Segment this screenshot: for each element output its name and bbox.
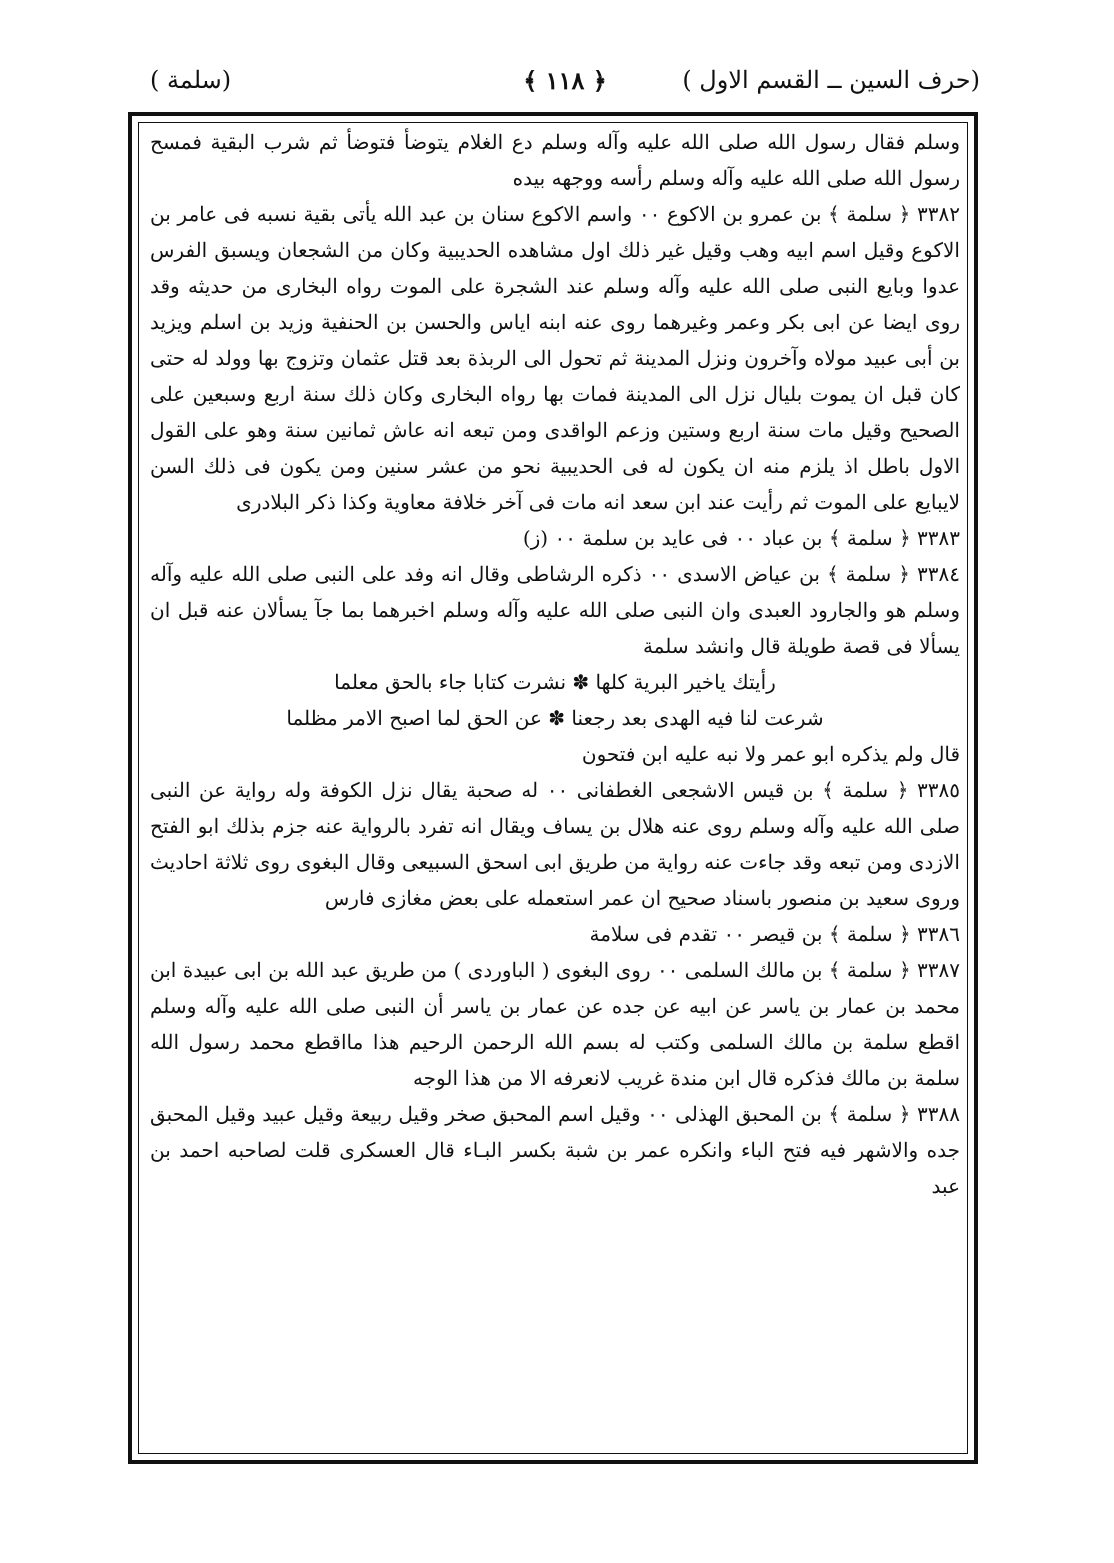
paragraph: ٣٣٨٣ ﴿ سلمة ﴾ بن عباد ٠٠ فى عايد بن سلمة ٠٠ (ز) bbox=[522, 526, 960, 550]
verse-line: شرعت لنا فيه الهدى بعد رجعنا ✽ عن الحق لما اصبح الامر مظلما bbox=[286, 706, 824, 730]
page-header bbox=[150, 62, 980, 106]
page-body bbox=[150, 124, 960, 1449]
verse-line: رأيتك ياخير البرية كلها ✽ نشرت كتابا جاء بالحق معلما bbox=[334, 670, 776, 694]
paragraph: ٣٣٨٨ ﴿ سلمة ﴾ بن المحبق الهذلى ٠٠ وقيل اسم المحبق صخر وقيل ربيعة وقيل عبيد وقيل المحبق جده والاشهر فيه فتح الباء وانكره عمر بن شبة بكسر البـاء قال العسكرى قلت لصاحبه احمد بن عبد bbox=[150, 1102, 960, 1198]
paragraph: ٣٣٨٥ ﴿ سلمة ﴾ بن قيس الاشجعى الغطفانى ٠٠ له صحبة يقال نزل الكوفة وله رواية عن النبى صلى الله عليه وآله وسلم روى عنه هلال بن يساف ويقال انه تفرد بالرواية عنه جزم بذلك ابو الفتح الازدى ومن تبعه وقد جاءت عنه رواية من طريق ابى اسحق السبيعى وقال البغوى روى ثلاثة احاديث وروى سعيد بن منصور باسناد صحيح ان عمر استعمله على بعض مغازى فارس bbox=[150, 778, 960, 910]
entry-running-head: (سلمة ) bbox=[150, 66, 232, 94]
section-title: (حرف السين ــ القسم الاول ) bbox=[682, 66, 980, 94]
paragraph: قال ولم يذكره ابو عمر ولا نبه عليه ابن فتحون bbox=[581, 742, 960, 766]
page-number: ﴿ ١١٨ ﴾ bbox=[523, 66, 607, 95]
paragraph: ٣٣٨٤ ﴿ سلمة ﴾ بن عياض الاسدى ٠٠ ذكره الرشاطى وقال انه وفد على النبى صلى الله عليه وآله وسلم هو والجارود العبدى وان النبى صلى الله عليه وآله وسلم اخبرهما بما جآ يسألان عنه قبل ان يسألا فى قصة طويلة قال وانشد سلمة bbox=[150, 562, 960, 658]
paragraph: ٣٣٨٢ ﴿ سلمة ﴾ بن عمرو بن الاكوع ٠٠ واسم الاكوع سنان بن عبد الله يأتى بقية نسبه فى عامر بن الاكوع وقيل اسم ابيه وهب وقيل غير ذلك اول مشاهده الحديبية وكان من الشجعان ويسبق الفرس عدوا وبايع النبى صلى الله عليه وآله وسلم عند الشجرة على الموت رواه البخارى من حديثه وقد روى ايضا عن ابى بكر وعمر وغيرهما روى عنه ابنه اياس والحسن بن الحنفية وزيد بن اسلم ويزيد بن أبى عبيد مولاه وآخرون ونزل المدينة ثم تحول الى الربذة بعد قتل عثمان وتزوج بها وولد له حتى كان قبل ان يموت بليال نزل الى المدينة فمات بها رواه البخارى وكان ذلك سنة اربع وسبعين على الصحيح وقيل مات سنة اربع وستين وزعم الواقدى ومن تبعه انه عاش ثمانين سنة وهو على القول الاول باطل اذ يلزم منه ان يكون له فى الحديبية نحو من عشر سنين ومن يكون فى ذلك السن لايبايع على الموت ثم رأيت عند ابن سعد انه مات فى آخر خلافة معاوية وكذا ذكر البلادرى bbox=[150, 202, 960, 514]
paragraph: ٣٣٨٧ ﴿ سلمة ﴾ بن مالك السلمى ٠٠ روى البغوى ( الباوردى ) من طريق عبد الله بن ابى عبيدة ابن محمد بن عمار بن ياسر عن ابيه عن جده عن عمار بن ياسر أن النبى صلى الله عليه وآله وسلم اقطع سلمة بن مالك السلمى وكتب له بسم الله الرحمن الرحيم هذا مااقطع محمد رسول الله سلمة بن مالك فذكره قال ابن مندة غريب لانعرفه الا من هذا الوجه bbox=[150, 958, 960, 1090]
paragraph: وسلم فقال رسول الله صلى الله عليه وآله وسلم دع الغلام يتوضأ فتوضأ ثم شرب البقية فمسح رسول الله صلى الله عليه وآله وسلم رأسه ووجهه بيده bbox=[150, 130, 960, 190]
paragraph: ٣٣٨٦ ﴿ سلمة ﴾ بن قيصر ٠٠ تقدم فى سلامة bbox=[589, 922, 960, 946]
